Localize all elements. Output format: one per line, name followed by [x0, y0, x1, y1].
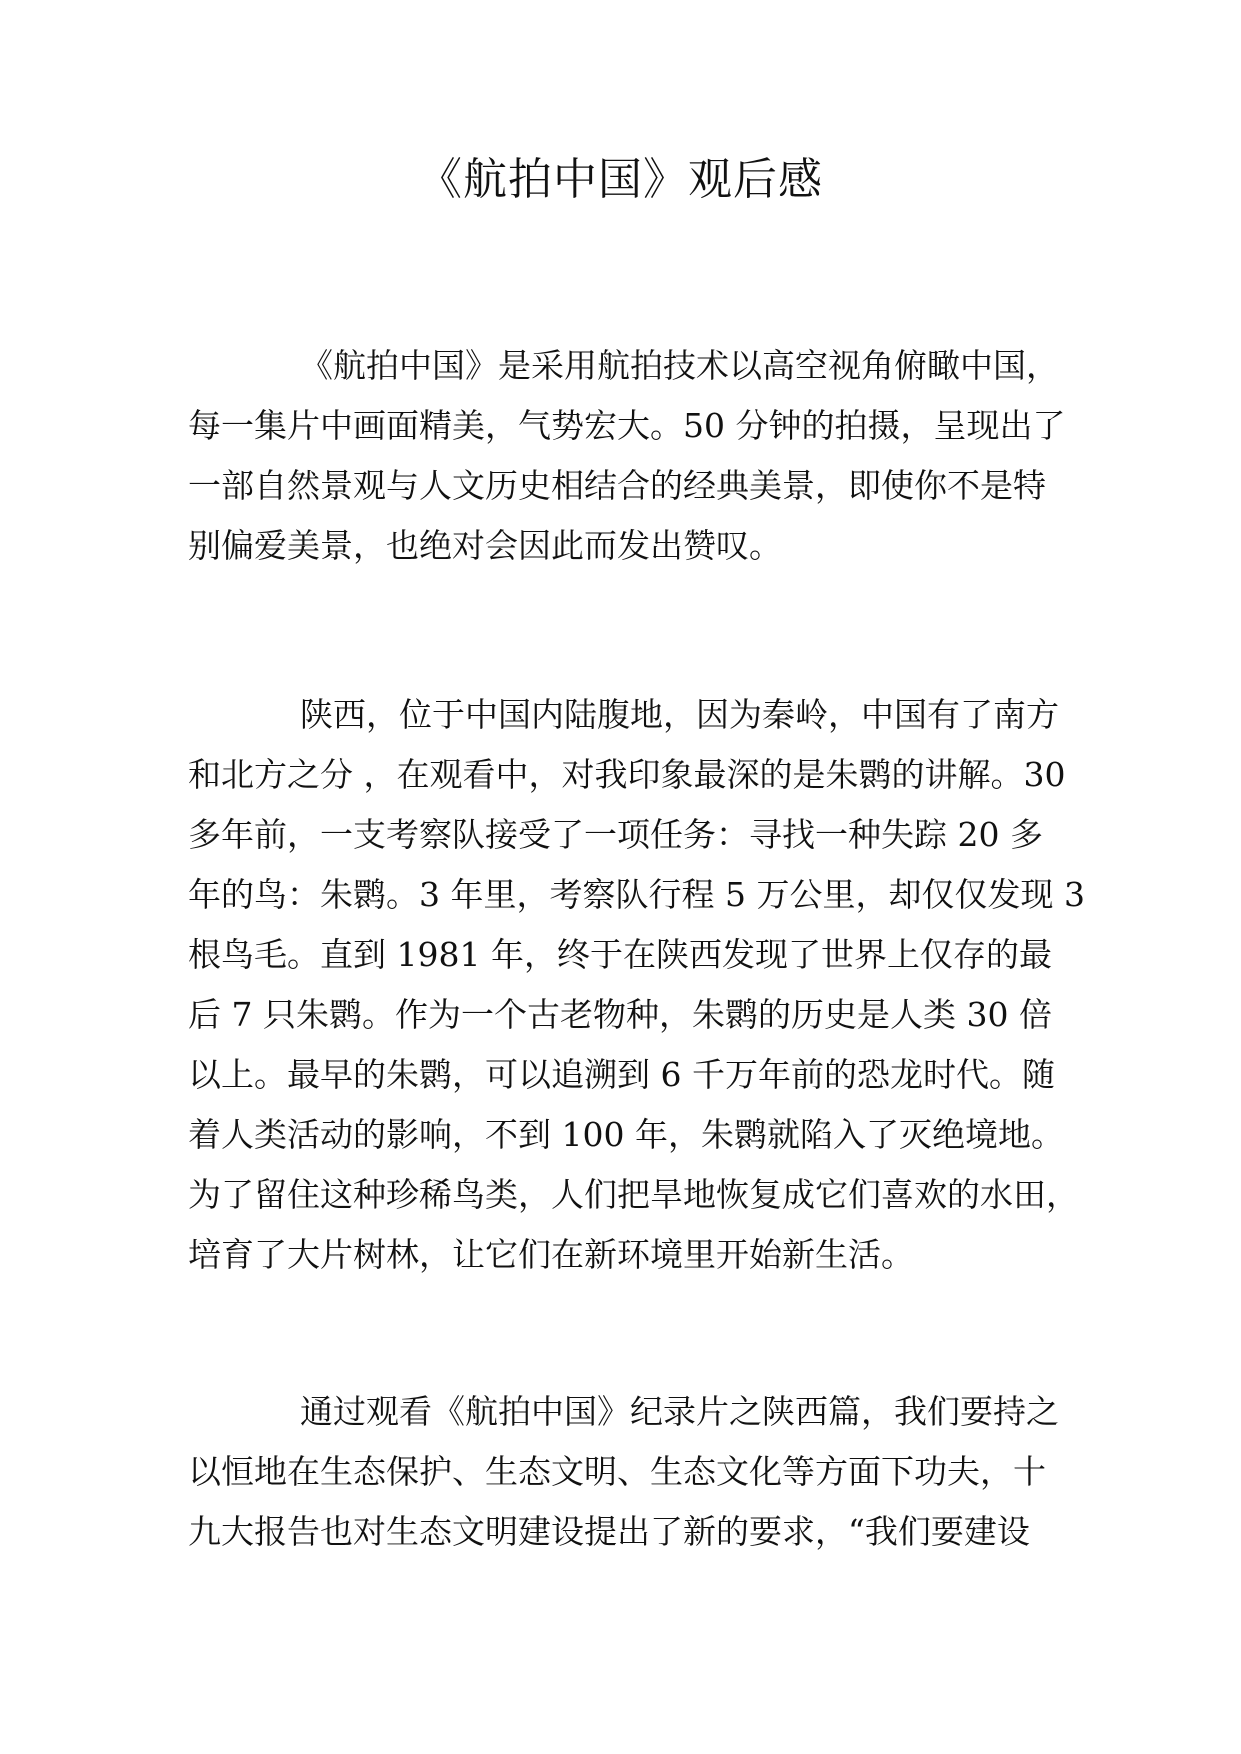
paragraph-line: 为了留住这种珍稀鸟类，人们把旱地恢复成它们喜欢的水田，: [188, 1175, 1079, 1214]
paragraph-line: 通过观看《航拍中国》纪录片之陕西篇，我们要持之: [300, 1392, 1059, 1431]
paragraph-line: 《航拍中国》是采用航拍技术以高空视角俯瞰中国，: [300, 346, 1059, 385]
paragraph-line: 陕西，位于中国内陆腹地，因为秦岭，中国有了南方: [300, 695, 1059, 734]
paragraph-2: [188, 685, 1085, 1285]
paragraph-line: 别偏爱美景，也绝对会因此而发出赞叹。: [188, 526, 782, 565]
paragraph-line: 年的鸟：朱鹮。3 年里，考察队行程 5 万公里，却仅仅发现 3: [188, 875, 1085, 914]
paragraph-line: 九大报告也对生态文明建设提出了新的要求，“我们要建设: [188, 1512, 1030, 1551]
paragraph-line: 以恒地在生态保护、生态文明、生态文化等方面下功夫，十: [188, 1452, 1046, 1491]
paragraph-line: 后 7 只朱鹮。作为一个古老物种，朱鹮的历史是人类 30 倍: [188, 995, 1052, 1034]
document-title: 《航拍中国》观后感: [418, 154, 823, 205]
paragraph-line: 着人类活动的影响，不到 100 年，朱鹮就陷入了灭绝境地。: [188, 1115, 1064, 1154]
paragraph-line: 多年前，一支考察队接受了一项任务：寻找一种失踪 20 多: [188, 815, 1043, 854]
paragraph-1: [188, 336, 1064, 576]
paragraph-line: 培育了大片树林，让它们在新环境里开始新生活。: [188, 1235, 914, 1274]
paragraph-line: 和北方之分 ，在观看中，对我印象最深的是朱鹮的讲解。30: [188, 755, 1066, 794]
paragraph-line: 根鸟毛。直到 1981 年，终于在陕西发现了世界上仅存的最: [188, 935, 1052, 974]
paragraph-3: [188, 1382, 1064, 1562]
paragraph-line: 每一集片中画面精美，气势宏大。50 分钟的拍摄，呈现出了: [188, 406, 1066, 445]
paragraph-line: 一部自然景观与人文历史相结合的经典美景，即使你不是特: [188, 466, 1046, 505]
paragraph-line: 以上。最早的朱鹮，可以追溯到 6 千万年前的恐龙时代。随: [188, 1055, 1055, 1094]
